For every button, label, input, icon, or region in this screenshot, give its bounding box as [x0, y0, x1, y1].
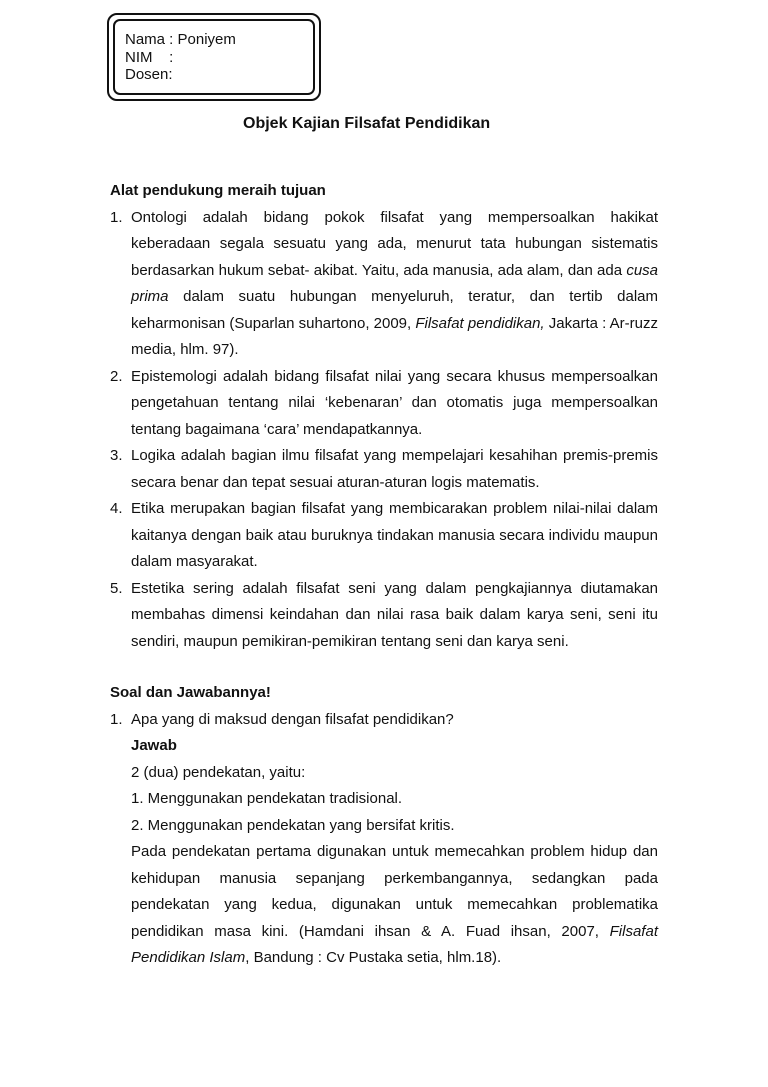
question-list	[110, 707, 658, 972]
item-number: 1.	[110, 208, 123, 226]
answer-line: 1. Menggunakan pendekatan tradisional.	[131, 790, 403, 807]
answer-line: 2 (dua) pendekatan, yaitu:	[131, 763, 306, 781]
document-title: Objek Kajian Filsafat Pendidikan	[243, 115, 491, 132]
item-text: Ontologi adalah bidang pokok filsafat yang mempersoalkan hakikat keberadaan segala sesuatu yang ada, menurut tata hubungan sistematis berdasarkan hukum sebat- akibat. Yaitu, ada manusia, ada alam, dan ada	[131, 208, 658, 279]
list-item	[110, 576, 658, 656]
item-text: Estetika sering adalah filsafat seni yang dalam pengkajiannya diutamakan membahas dimensi keindahan dan nilai rasa baik dalam karya seni, seni itu sendiri, maupun pemikiran-pemikiran tentang seni dan karya seni.	[131, 579, 658, 650]
identity-box-inner	[113, 19, 315, 95]
item-text: Jakarta : Ar-ruzz media, hlm. 97).	[131, 314, 658, 358]
item-number: 3.	[110, 447, 123, 464]
section-heading-alat: Alat pendukung meraih tujuan	[110, 182, 326, 199]
answer-text: , Bandung : Cv Pustaka setia, hlm.18).	[245, 949, 502, 966]
identity-name: Nama : Poniyem	[125, 31, 236, 48]
item-text: Epistemologi adalah bidang filsafat nilai yang secara khusus mempersoalkan pengetahuan tentang nilai ‘kebenaran’ dan otomatis juga mempersoalkan tentang bagaimana ‘cara’ mendapatkannya.	[131, 367, 658, 438]
answer-line: 2. Menggunakan pendekatan yang bersifat kritis.	[131, 816, 455, 834]
topic-list	[110, 205, 658, 656]
question-item	[110, 707, 658, 972]
list-item	[110, 205, 658, 364]
identity-box	[107, 13, 321, 101]
section-heading-soal: Soal dan Jawabannya!	[110, 684, 271, 701]
item-number: 2.	[110, 367, 123, 385]
document-body	[110, 178, 658, 972]
item-number: 4.	[110, 500, 123, 517]
section-spacer	[110, 655, 658, 680]
question-text: Apa yang di maksud dengan filsafat pendidikan?	[131, 710, 454, 728]
list-item	[110, 496, 658, 576]
item-number: 5.	[110, 579, 123, 597]
item-text: dalam suatu hubungan menyeluruh, teratur, dan tertib dalam keharmonisan (Suparlan suhartono, 2009,	[131, 288, 658, 332]
answer-italic-text: Filsafat Pendidikan Islam	[131, 922, 658, 966]
item-text: Etika merupakan bagian filsafat yang membicarakan problem nilai-nilai dalam kaitanya dengan baik atau buruknya tindakan manusia secara individu maupun dalam masyarakat.	[131, 500, 658, 570]
list-item	[110, 364, 658, 444]
list-item	[110, 443, 658, 496]
answer-text: Pada pendekatan pertama digunakan untuk memecahkan problem hidup dan kehidupan manusia sepanjang perkembangannya, sedangkan pada pendekatan yang kedua, digunakan untuk memecahkan problematika pendidikan masa kini. (Hamdani ihsan & A. Fuad ihsan, 2007,	[131, 843, 658, 940]
question-number: 1.	[110, 710, 123, 728]
item-italic-text: Filsafat pendidikan,	[415, 314, 545, 332]
identity-dosen: Dosen:	[125, 66, 173, 83]
item-text: Logika adalah bagian ilmu filsafat yang mempelajari kesahihan premis-premis secara benar dan tepat sesuai aturan-aturan logis matematis.	[131, 447, 658, 491]
item-italic-text: cusa prima	[131, 261, 658, 305]
answer-label: Jawab	[131, 737, 177, 754]
identity-nim: NIM :	[125, 48, 174, 66]
answer-paragraph	[131, 839, 658, 972]
